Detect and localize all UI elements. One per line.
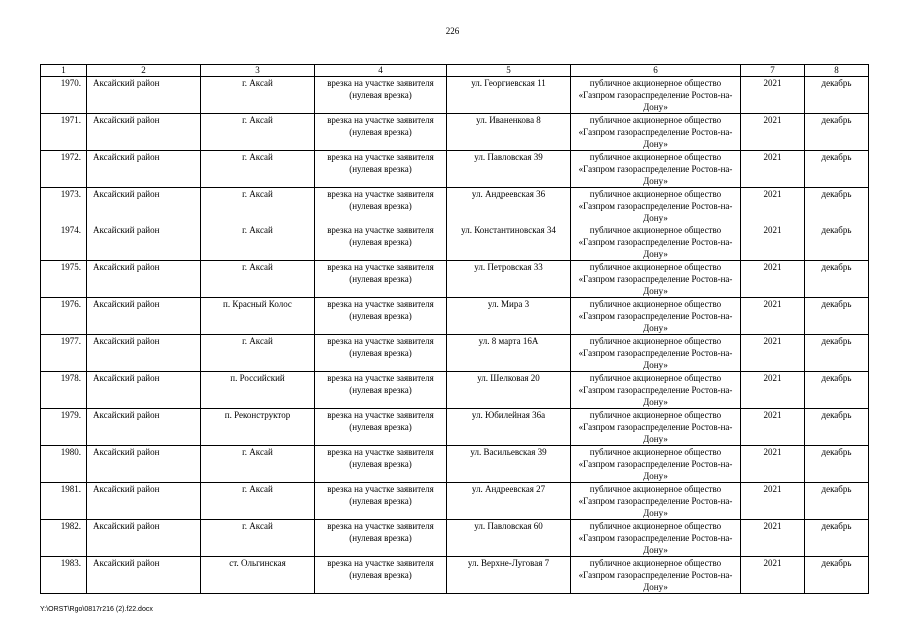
organization-cell: публичное акционерное общество «Газпром газораспределение Ростов-на-Дону» [571,298,741,335]
year-cell: 2021 [741,372,805,409]
month-cell: декабрь [805,520,869,557]
column-header: 1 [41,65,87,77]
row-number-cell: 1976. [41,298,87,335]
locality-cell: г. Аксай [201,483,315,520]
district-cell: Аксайский район [87,151,201,188]
month-cell: декабрь [805,446,869,483]
district-cell: Аксайский район [87,77,201,114]
row-number-cell: 1973. [41,188,87,225]
table-row [41,77,869,114]
locality-cell: г. Аксай [201,188,315,225]
year-cell: 2021 [741,261,805,298]
locality-cell: г. Аксай [201,335,315,372]
locality-cell: г. Аксай [201,77,315,114]
district-cell: Аксайский район [87,224,201,261]
work-type-cell: врезка на участке заявителя (нулевая врезка) [315,409,447,446]
district-cell: Аксайский район [87,298,201,335]
organization-cell: публичное акционерное общество «Газпром газораспределение Ростов-на-Дону» [571,372,741,409]
district-cell: Аксайский район [87,261,201,298]
row-number-cell: 1974. [41,224,87,261]
row-number-cell: 1972. [41,151,87,188]
locality-cell: г. Аксай [201,520,315,557]
row-number-cell: 1983. [41,557,87,594]
month-cell: декабрь [805,298,869,335]
year-cell: 2021 [741,224,805,261]
column-header: 2 [87,65,201,77]
locality-cell: г. Аксай [201,151,315,188]
column-header: 5 [447,65,571,77]
organization-cell: публичное акционерное общество «Газпром газораспределение Ростов-на-Дону» [571,77,741,114]
column-header: 6 [571,65,741,77]
locality-cell: г. Аксай [201,446,315,483]
organization-cell: публичное акционерное общество «Газпром газораспределение Ростов-на-Дону» [571,188,741,225]
column-header: 7 [741,65,805,77]
address-cell: ул. Мира 3 [447,298,571,335]
address-cell: ул. Юбилейная 36а [447,409,571,446]
district-cell: Аксайский район [87,188,201,225]
table-row [41,483,869,520]
gas-connection-table [40,64,869,594]
district-cell: Аксайский район [87,335,201,372]
district-cell: Аксайский район [87,114,201,151]
row-number-cell: 1979. [41,409,87,446]
page-number: 226 [445,26,460,36]
district-cell: Аксайский район [87,557,201,594]
district-cell: Аксайский район [87,446,201,483]
year-cell: 2021 [741,335,805,372]
locality-cell: г. Аксай [201,261,315,298]
table-row [41,446,869,483]
address-cell: ул. Георгиевская 11 [447,77,571,114]
year-cell: 2021 [741,483,805,520]
organization-cell: публичное акционерное общество «Газпром газораспределение Ростов-на-Дону» [571,261,741,298]
column-header: 4 [315,65,447,77]
organization-cell: публичное акционерное общество «Газпром газораспределение Ростов-на-Дону» [571,335,741,372]
column-header: 3 [201,65,315,77]
year-cell: 2021 [741,446,805,483]
work-type-cell: врезка на участке заявителя (нулевая врезка) [315,335,447,372]
table-row [41,557,869,594]
locality-cell: п. Красный Колос [201,298,315,335]
address-cell: ул. Петровская 33 [447,261,571,298]
address-cell: ул. Васильевская 39 [447,446,571,483]
row-number-cell: 1978. [41,372,87,409]
row-number-cell: 1980. [41,446,87,483]
row-number-cell: 1970. [41,77,87,114]
month-cell: декабрь [805,557,869,594]
organization-cell: публичное акционерное общество «Газпром газораспределение Ростов-на-Дону» [571,446,741,483]
address-cell: ул. Андреевская 36 [447,188,571,225]
organization-cell: публичное акционерное общество «Газпром газораспределение Ростов-на-Дону» [571,409,741,446]
address-cell: ул. Павловская 60 [447,520,571,557]
year-cell: 2021 [741,151,805,188]
year-cell: 2021 [741,557,805,594]
month-cell: декабрь [805,188,869,225]
organization-cell: публичное акционерное общество «Газпром газораспределение Ростов-на-Дону» [571,483,741,520]
row-number-cell: 1977. [41,335,87,372]
organization-cell: публичное акционерное общество «Газпром газораспределение Ростов-на-Дону» [571,520,741,557]
table-row [41,409,869,446]
district-cell: Аксайский район [87,483,201,520]
address-cell: ул. Иваненкова 8 [447,114,571,151]
month-cell: декабрь [805,77,869,114]
table-row [41,261,869,298]
row-number-cell: 1975. [41,261,87,298]
district-cell: Аксайский район [87,520,201,557]
year-cell: 2021 [741,298,805,335]
year-cell: 2021 [741,409,805,446]
address-cell: ул. Андреевская 27 [447,483,571,520]
locality-cell: п. Российский [201,372,315,409]
year-cell: 2021 [741,77,805,114]
table-row [41,188,869,225]
organization-cell: публичное акционерное общество «Газпром газораспределение Ростов-на-Дону» [571,557,741,594]
work-type-cell: врезка на участке заявителя (нулевая врезка) [315,372,447,409]
file-path-footer: Y:\ORST\Rgo\0817r216 (2).f22.docx [40,606,153,613]
month-cell: декабрь [805,483,869,520]
work-type-cell: врезка на участке заявителя (нулевая врезка) [315,446,447,483]
column-header: 8 [805,65,869,77]
work-type-cell: врезка на участке заявителя (нулевая врезка) [315,261,447,298]
organization-cell: публичное акционерное общество «Газпром газораспределение Ростов-на-Дону» [571,114,741,151]
work-type-cell: врезка на участке заявителя (нулевая врезка) [315,77,447,114]
table-header-row [41,65,869,77]
work-type-cell: врезка на участке заявителя (нулевая врезка) [315,557,447,594]
work-type-cell: врезка на участке заявителя (нулевая врезка) [315,298,447,335]
organization-cell: публичное акционерное общество «Газпром газораспределение Ростов-на-Дону» [571,151,741,188]
table-row [41,298,869,335]
table-row [41,520,869,557]
address-cell: ул. Павловская 39 [447,151,571,188]
table-row [41,335,869,372]
row-number-cell: 1971. [41,114,87,151]
row-number-cell: 1981. [41,483,87,520]
month-cell: декабрь [805,372,869,409]
table-row [41,372,869,409]
address-cell: ул. 8 марта 16А [447,335,571,372]
year-cell: 2021 [741,520,805,557]
month-cell: декабрь [805,335,869,372]
month-cell: декабрь [805,151,869,188]
month-cell: декабрь [805,409,869,446]
month-cell: декабрь [805,114,869,151]
table-row [41,224,869,261]
year-cell: 2021 [741,114,805,151]
row-number-cell: 1982. [41,520,87,557]
work-type-cell: врезка на участке заявителя (нулевая врезка) [315,483,447,520]
work-type-cell: врезка на участке заявителя (нулевая врезка) [315,151,447,188]
work-type-cell: врезка на участке заявителя (нулевая врезка) [315,224,447,261]
address-cell: ул. Верхне-Луговая 7 [447,557,571,594]
work-type-cell: врезка на участке заявителя (нулевая врезка) [315,188,447,225]
month-cell: декабрь [805,224,869,261]
year-cell: 2021 [741,188,805,225]
district-cell: Аксайский район [87,372,201,409]
table-row [41,114,869,151]
table-row [41,151,869,188]
month-cell: декабрь [805,261,869,298]
address-cell: ул. Шелковая 20 [447,372,571,409]
locality-cell: г. Аксай [201,224,315,261]
organization-cell: публичное акционерное общество «Газпром газораспределение Ростов-на-Дону» [571,224,741,261]
work-type-cell: врезка на участке заявителя (нулевая врезка) [315,114,447,151]
district-cell: Аксайский район [87,409,201,446]
locality-cell: г. Аксай [201,114,315,151]
locality-cell: п. Реконструктор [201,409,315,446]
address-cell: ул. Константиновская 34 [447,224,571,261]
work-type-cell: врезка на участке заявителя (нулевая врезка) [315,520,447,557]
locality-cell: ст. Ольгинская [201,557,315,594]
